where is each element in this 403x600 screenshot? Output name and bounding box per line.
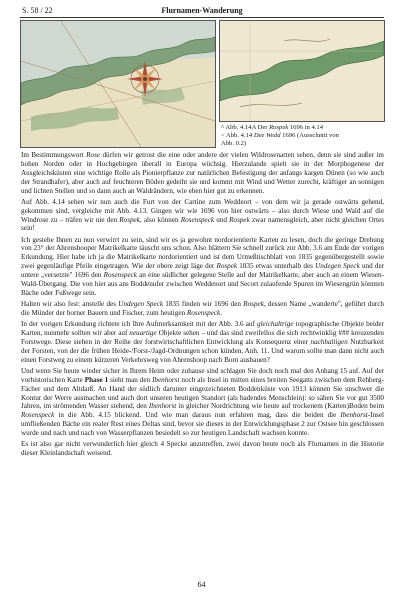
historic-map-detail-figure	[219, 20, 385, 122]
paragraph-3: Ich gestehe Ihnen zu nun verwirrt zu sein, sind wir es ja gewohnt nordorientierte Karten zu lesen, doch die geringe Drehung von 23° der Ahrenshooper Matrikelkarte täuscht uns schon. Also blättern Sie schnell zurück zur Abb. 3.6 am Ende der vorigen Erkundung. Hier habe ich ja die Matrikelkarte nordorientiert und ist dem Urmeßtischblatt von 1835 gegenübergestellt sowie zwei gegenläufige Pfeile eingetragen. Wie der obere zeigt läge der Rospek 1835 etwas unterhalb des Undegen Speck und der untere „versetzte" 1696 den Rosenspeck an eine südlicher gelegene Stelle auf der Matrikelkarte, aber auch an einem Wiesen-Wald-Übergang. Die von hier aus ans Boddenufer zwischen Weddenort und Secort zulaufende Spuren im Wiesengrün könnten Bäche oder Fußwege sein.	[21, 235, 385, 297]
figure-caption	[221, 124, 387, 148]
historic-map-drawing	[21, 21, 215, 147]
paragraph-6: Und wenn Sie heute wieder sicher in Ihrem Heim oder zuhause sind schlagen Sie doch noch mal den Anhang 15 auf. Auf der vorhistorischen Karte Phase 1 sieht man den Ibenhorst noch als Insel in mitten eines breiten Seegatts zwischen dem Rehberg-Fächer und dem Altdarß. An Hand der südlich darunter eingezeichneten Boddenküste von 1913 können Sie unschwer die Kontur der Werre ausmachen und auch dort unseren heutigen Standort (als badendes Menschlein): so sähen Sie vor gut 3500 Jahren, im strömenden Wasser stehend, den Ibenhorst in gleicher Nordrichtung wie heute auf trockenem (Karten)Boden beim Rosenspeck in die Abb. 4.15 blickend. Und wie man daraus nun erfahren mag, dass die beiden die Ibenhorst-Insel umfließenden Bäche ein realer Rest eines Deltas sind, bevor sie dieses in der Entwicklungsphase 2 zur Ostsee hin geschlossen wurde und nach und nach von Wasserpflanzen besiedelt so zur heutigen Landschaft wachsen konnte.	[21, 366, 384, 438]
historic-map-figure	[20, 20, 216, 148]
caption-line-3: Abb. 0.2)	[221, 140, 247, 147]
paragraph-1: Im Bestimmungswort Rose dürfen wir getrost die eine oder andere der vielen Wildrosenarten sehen, denn sie sind außer im hohen Norden oder in Hochgebirgen überall in Europa wüchsig. Hierzulande spielt sie in der Morphogenese der Ausgleichsküsten eine wichtige Rolle als Pionierpflanze zur natürlichen Befestigung der anfangs kargen Dünen (so wie auch der Strandhafer), aber auch auf feuchteren Böden gedeiht sie und kommt mit Wind und Wetter zurecht, kräftiger an sonnigen und lichten Stellen und so dann auch an Waldrändern, wie eben hier gut zu erkennen.	[21, 151, 384, 195]
running-title: Flurnamen-Wanderung	[161, 6, 243, 15]
page-reference: S. 58 / 22	[22, 6, 53, 15]
page-number: 64	[197, 580, 206, 589]
caption-line-2: < Abb. 4.14 Dee Wedd 1696 (Ausschnitt von	[221, 132, 339, 139]
page-header	[20, 4, 384, 18]
paragraph-2: Auf Abb. 4.14 sehen wir nun auch die Furt von der Cartine zum Weddeort – von dem wir ja gerade ostwärts gehend, gekommen sind, vergleiche mit Abb. 4.13. Gingen wir wie 1696 von hier ostwärts – also durch Wiese und Wald auf die Windrose zu – träfen wir nie den Rospek, also können Rosenspeck und Rospek zwar namensgleich, aber nicht gleichen Ortes sein!	[21, 197, 384, 233]
body-text	[21, 151, 384, 460]
paragraph-7: Es ist also gar nicht verwunderlich hier gleich 4 Specke anzutreffen, zwei davon heute noch als Flurnamen in die Historie dieser Kleinlandschaft weisend.	[21, 440, 384, 458]
paragraph-5: In der vorigen Erkundung richtete ich Ihre Aufmerksamkeit mit der Abb. 3.6 auf gleichaltrige topographische Objekte beider Karten, nunmehr sollten wir aber auf neuartige Objekte sehen – und das sind zweifellos die sich rechtwinklig ### kreuzenden Forstwege. Diese stehen in der Reihe der forstwirtschaftlichen Entwicklung als Konsequenz einer nachhaltigen Nutzbarkeit der Forsten, von der die frühen Heide-/Forst-/Jagd-Ordnungen schon künden, Anh. 11. Und warum sollte man dann nicht auch einen Forstweg zu einem kürzeren Verkehrsweg von Ahrenshoop nach Born ausbauen?	[21, 320, 384, 364]
caption-line-1: ^ Abb. 4.14A Der Rospek 1696 in 4.14	[221, 124, 324, 131]
historic-map-detail-drawing	[220, 21, 384, 121]
paragraph-4: Halten wir also fest: anstelle des Undegen Speck 1835 finden wir 1696 den Rospek, dessen Name „wanderte", geführt durch die Münder der borner Bauern und Fischer, zum heutigen Rosenspeck.	[21, 300, 385, 317]
